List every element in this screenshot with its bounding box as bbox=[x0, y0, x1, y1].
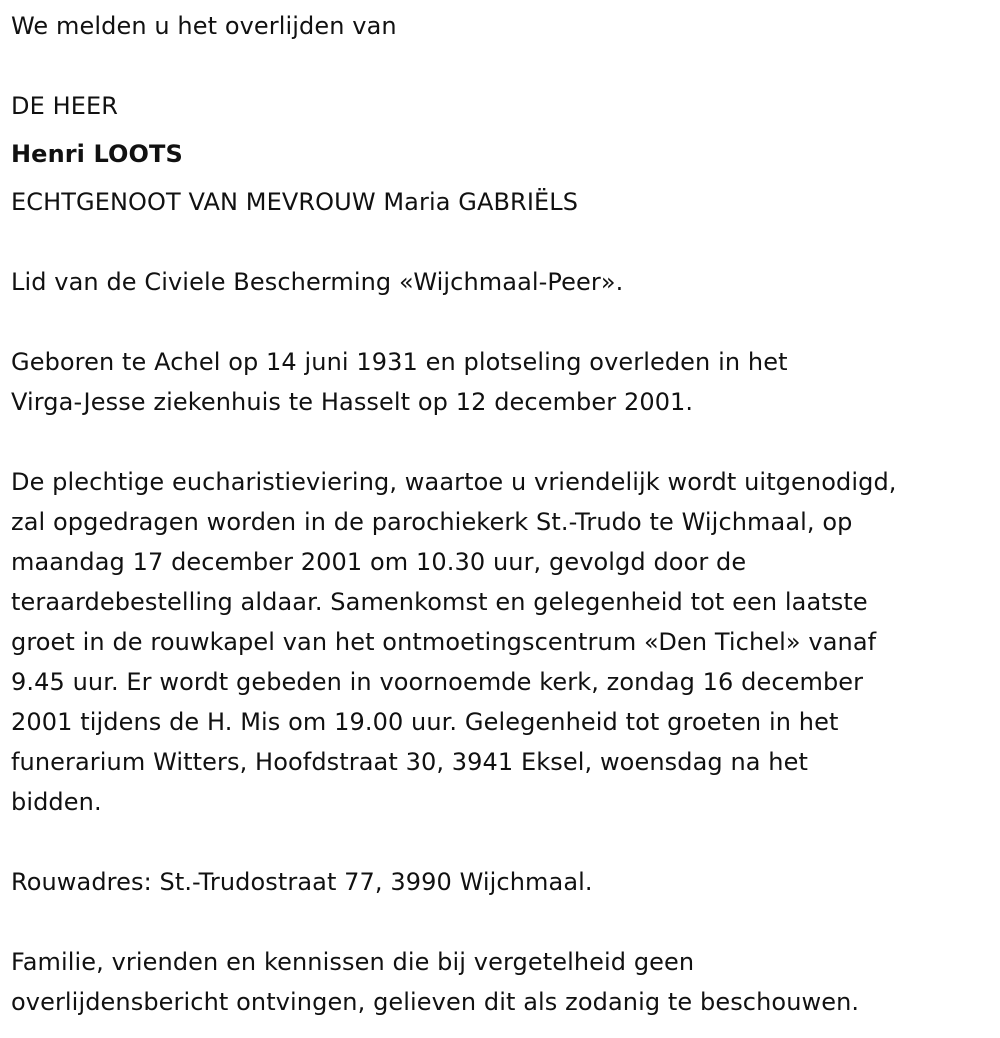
paragraph-line: Familie, vrienden en kennissen die bij vergetelheid geen bbox=[11, 948, 695, 976]
spouse-line: ECHTGENOOT VAN MEVROUW Maria GABRIËLS bbox=[11, 188, 579, 216]
deceased-block bbox=[11, 86, 578, 222]
intro-text: We melden u het overlijden van bbox=[11, 12, 397, 40]
paragraph-line: Geboren te Achel op 14 juni 1931 en plotseling overleden in het bbox=[11, 348, 788, 376]
address-paragraph bbox=[11, 862, 593, 902]
paragraph-line: 9.45 uur. Er wordt gebeden in voornoemde kerk, zondag 16 december bbox=[11, 668, 864, 696]
paragraph-line: Virga-Jesse ziekenhuis te Hasselt op 12 december 2001. bbox=[11, 388, 694, 416]
paragraph-line: funerarium Witters, Hoofdstraat 30, 3941 Eksel, woensdag na het bbox=[11, 748, 808, 776]
membership-text: Lid van de Civiele Bescherming «Wijchmaal-Peer». bbox=[11, 268, 624, 296]
paragraph-line: bidden. bbox=[11, 788, 102, 816]
paragraph-line: groet in de rouwkapel van het ontmoetingscentrum «Den Tichel» vanaf bbox=[11, 628, 877, 656]
service-paragraph bbox=[11, 462, 897, 822]
birth-death-paragraph bbox=[11, 342, 788, 422]
paragraph-line: overlijdensbericht ontvingen, gelieven dit als zodanig te beschouwen. bbox=[11, 988, 860, 1016]
paragraph-line: De plechtige eucharistieviering, waartoe u vriendelijk wordt uitgenodigd, bbox=[11, 468, 897, 496]
paragraph-line: zal opgedragen worden in de parochiekerk St.-Trudo te Wijchmaal, op bbox=[11, 508, 853, 536]
membership-paragraph bbox=[11, 262, 623, 302]
deceased-name: Henri LOOTS bbox=[11, 140, 183, 168]
paragraph-line: teraardebestelling aldaar. Samenkomst en gelegenheid tot een laatste bbox=[11, 588, 868, 616]
paragraph-line: 2001 tijdens de H. Mis om 19.00 uur. Gelegenheid tot groeten in het bbox=[11, 708, 839, 736]
honorific: DE HEER bbox=[11, 92, 119, 120]
family-paragraph bbox=[11, 942, 859, 1022]
mourning-address: Rouwadres: St.-Trudostraat 77, 3990 Wijchmaal. bbox=[11, 868, 593, 896]
paragraph-line: maandag 17 december 2001 om 10.30 uur, gevolgd door de bbox=[11, 548, 747, 576]
